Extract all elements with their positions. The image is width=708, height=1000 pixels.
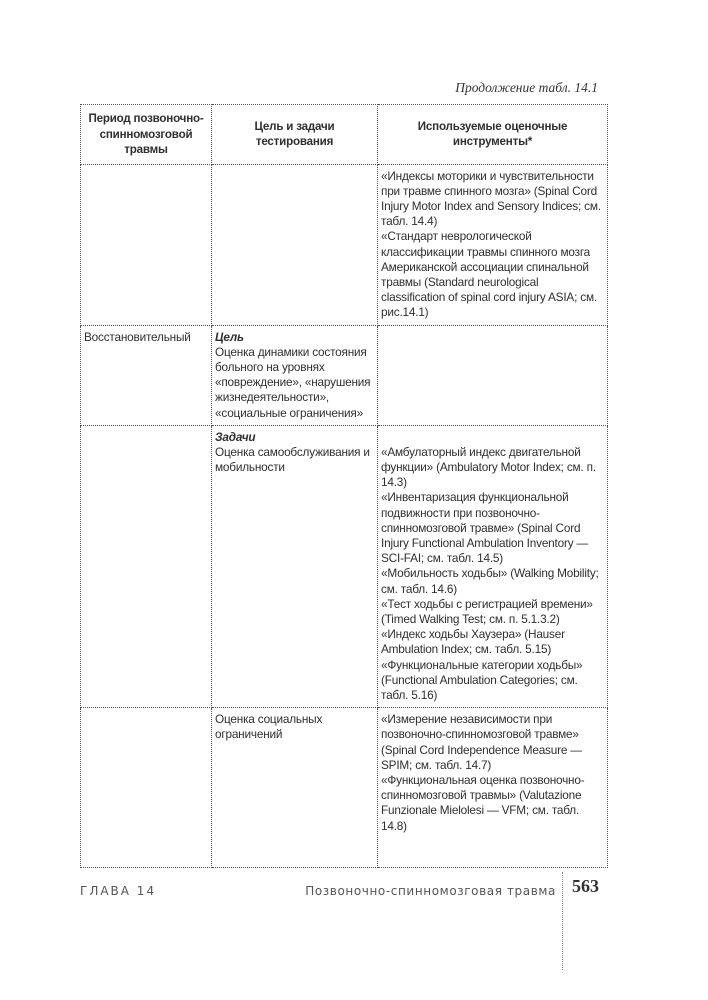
tool-item: «Индекс ходьбы Хаузера» (Hauser Ambulation Index; см. табл. 5.15) [381,627,565,657]
header-tools: Используемые оценочные инструменты* [378,105,608,165]
chapter-title: Позвоночно-спинномозговая травма [305,884,556,898]
row4-tools [378,708,608,868]
goal-text: Оценка самообслуживания и мобильности [215,444,370,475]
table-header-row [81,105,608,165]
table-row [81,164,608,325]
tool-item: «Инвентаризация функциональной подвижности при позвоночно-спинномозговой травме» (Spinal Cord Injury Functional Ambulation Inventory — SCI-FAI; см. табл. 14.5) [381,490,589,566]
header-goals: Цель и задачи тестирования [212,105,378,165]
table-row [81,425,608,707]
page-number: 563 [572,876,599,896]
row2-period: Восстановительный [81,325,212,425]
goal-text: Оценка социальных ограничений [215,712,323,742]
tasks-label: Задачи [215,429,256,444]
tool-item: «Тест ходьбы с регистрацией времени» (Timed Walking Test; см. п. 5.1.3.2) [381,596,593,626]
goal-text: Оценка динамики состояния больного на уровнях «повреждение», «нарушения жизнедеятельности», «социальные ограничения» [215,344,371,420]
header-period: Период позвоночно-спинномозговой травмы [81,105,212,165]
row3-period [81,425,212,707]
row2-goals [212,325,378,425]
row4-period [81,708,212,868]
table-continuation-caption: Продолжение табл. 14.1 [455,80,598,95]
table-row [81,325,608,425]
tool-item: «Функциональная оценка позвоночно-спинномозговой травмы» (Valutazione Funzionale Mielolesi — VFM; см. табл. 14.8) [381,773,585,833]
tool-item: «Стандарт неврологической классификации травмы спинного мозга Американской ассоциации спинальной травмы (Standard neurological classification of spinal cord injury ASIA; см. рис.14.1) [381,229,597,320]
tool-item: «Функциональные категории ходьбы» (Functional Ambulation Categories; см. табл. 5.16) [381,657,583,702]
tool-item: «Мобильность ходьбы» (Walking Mobility; см. табл. 14.6) [381,566,599,596]
row1-tools [378,164,608,325]
goal-label: Цель [215,329,244,344]
row3-tools [378,425,608,707]
row2-tools [378,325,608,425]
row4-goals [212,708,378,868]
row3-goals [212,425,378,707]
tool-item: «Измерение независимости при позвоночно-спинномозговой травме» (Spinal Cord Independence Measure — SPIM; см. табл. 14.7) [381,712,582,772]
assessment-table [80,104,608,868]
tool-item: «Амбулаторный индекс двигательной функции» (Ambulatory Motor Index; см. п. 14.3) [381,444,596,490]
chapter-label: ГЛАВА 14 [80,884,157,898]
footer-divider [562,872,563,970]
row1-period [81,164,212,325]
row1-goals [212,164,378,325]
tool-item: «Индексы моторики и чувствительности при травме спинного мозга» (Spinal Cord Injury Motor Index and Sensory Indices; см. табл. 14.4) [381,168,601,229]
table-row [81,708,608,868]
